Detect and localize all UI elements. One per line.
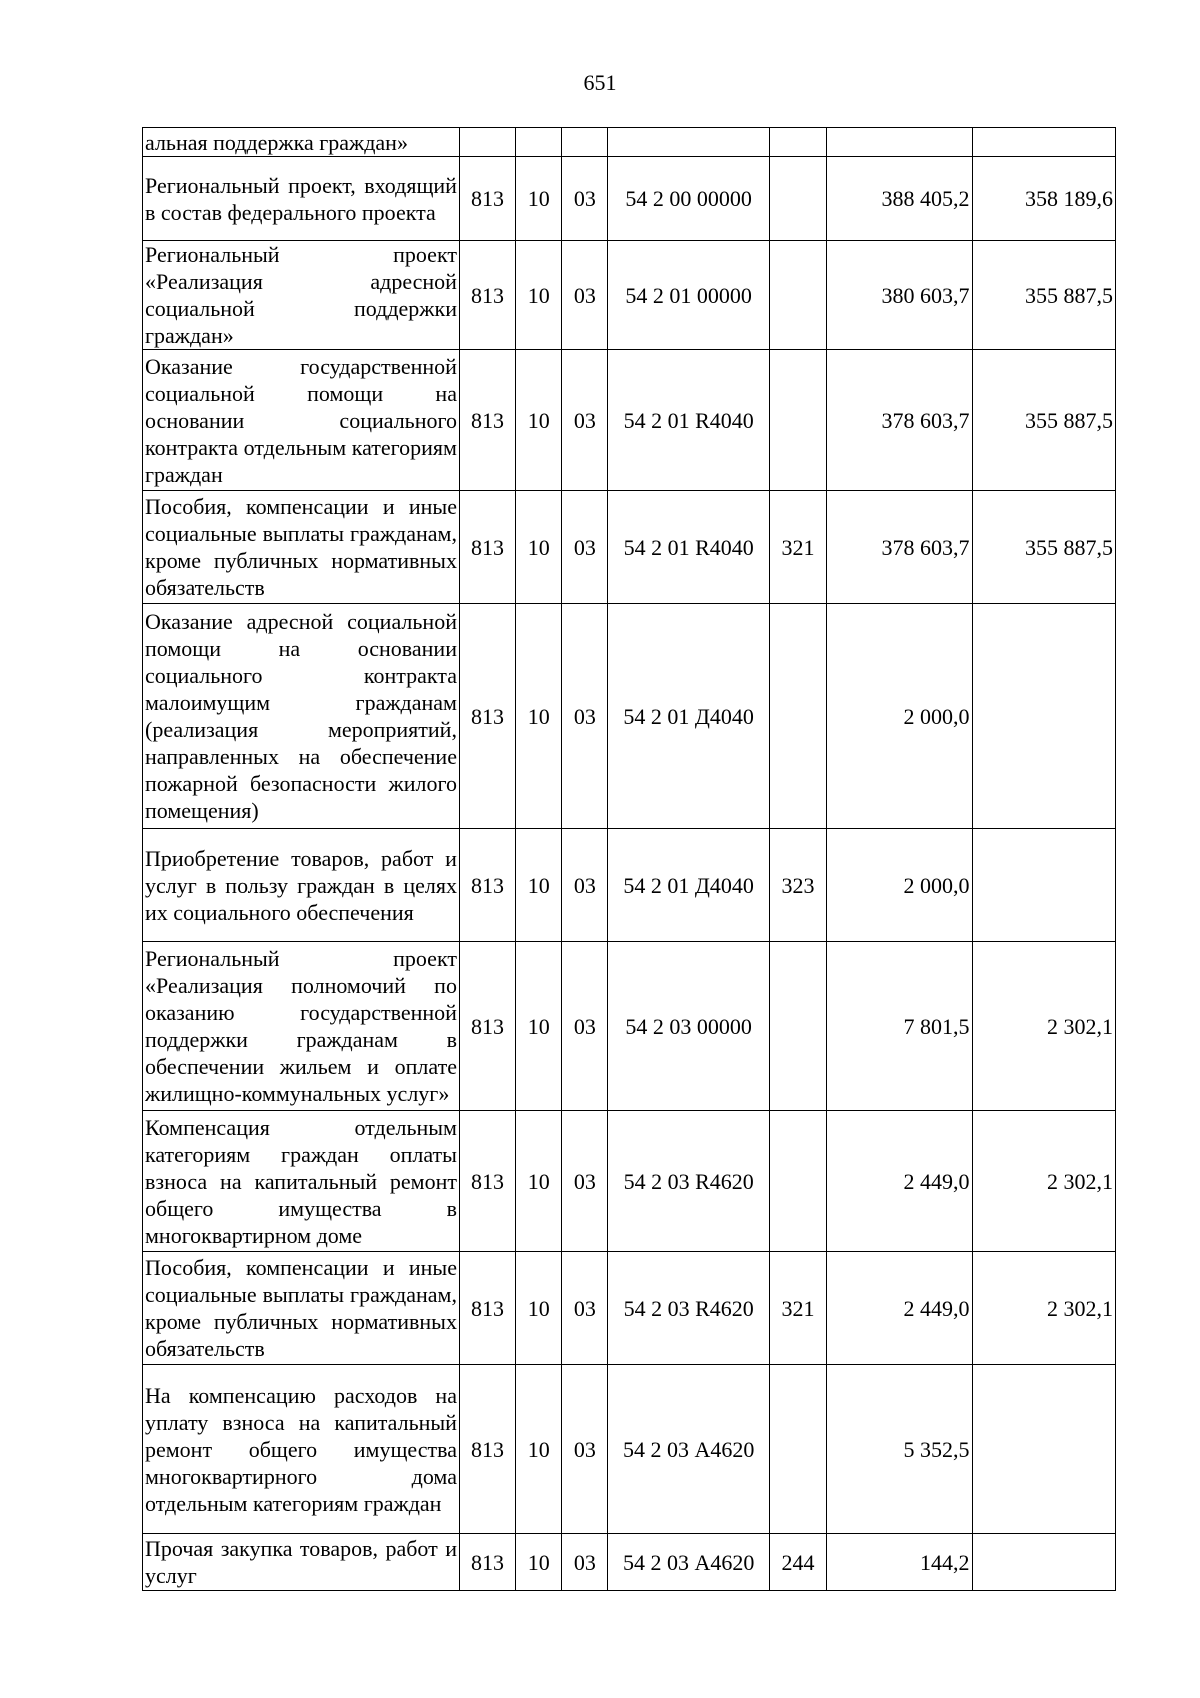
amount-year-2: 355 887,5 <box>972 350 1115 491</box>
row-name: Компенсация отдельным категориям граждан оплаты взноса на капитальный ремонт общего имущества в многоквартирном доме <box>143 1111 460 1252</box>
target-article-code: 54 2 01 R4040 <box>608 350 769 491</box>
row-name: Оказание адресной социальной помощи на основании социального контракта малоимущим гражданам (реализация мероприятий, направленных на обеспечение пожарной безопасности жилого помещения) <box>143 604 460 829</box>
subsection-code: 03 <box>562 350 608 491</box>
amount-year-1: 380 603,7 <box>827 241 972 350</box>
subsection-code: 03 <box>562 1111 608 1252</box>
target-article-code: 54 2 01 Д4040 <box>608 604 769 829</box>
amount-year-2 <box>972 829 1115 942</box>
subsection-code: 03 <box>562 157 608 241</box>
section-code: 10 <box>516 491 562 604</box>
expense-type-code <box>769 128 826 157</box>
table-row <box>143 1534 1116 1591</box>
target-article-code: 54 2 01 R4040 <box>608 491 769 604</box>
section-code: 10 <box>516 1534 562 1591</box>
table-row <box>143 1365 1116 1534</box>
row-name: Региональный проект «Реализация адресной социальной поддержки граждан» <box>143 241 460 350</box>
section-code: 10 <box>516 157 562 241</box>
grbs-code: 813 <box>459 157 515 241</box>
amount-year-1: 378 603,7 <box>827 350 972 491</box>
table-row <box>143 350 1116 491</box>
grbs-code: 813 <box>459 1365 515 1534</box>
amount-year-2: 2 302,1 <box>972 942 1115 1111</box>
amount-year-2 <box>972 604 1115 829</box>
section-code: 10 <box>516 1365 562 1534</box>
target-article-code <box>608 128 769 157</box>
expense-type-code <box>769 157 826 241</box>
subsection-code: 03 <box>562 1252 608 1365</box>
budget-table <box>142 127 1116 1591</box>
section-code: 10 <box>516 241 562 350</box>
expense-type-code <box>769 1111 826 1252</box>
subsection-code: 03 <box>562 241 608 350</box>
amount-year-2 <box>972 1365 1115 1534</box>
expense-type-code <box>769 241 826 350</box>
subsection-code: 03 <box>562 942 608 1111</box>
grbs-code: 813 <box>459 241 515 350</box>
row-name: Региональный проект, входящий в состав федерального проекта <box>143 157 460 241</box>
expense-type-code <box>769 1365 826 1534</box>
amount-year-1: 2 000,0 <box>827 604 972 829</box>
section-code: 10 <box>516 604 562 829</box>
grbs-code: 813 <box>459 350 515 491</box>
table-row <box>143 604 1116 829</box>
expense-type-code <box>769 350 826 491</box>
table-row <box>143 1111 1116 1252</box>
amount-year-2 <box>972 128 1115 157</box>
grbs-code: 813 <box>459 604 515 829</box>
subsection-code: 03 <box>562 1365 608 1534</box>
row-name: Пособия, компенсации и иные социальные выплаты гражданам, кроме публичных нормативных обязательств <box>143 491 460 604</box>
amount-year-1 <box>827 128 972 157</box>
table-row <box>143 157 1116 241</box>
subsection-code: 03 <box>562 604 608 829</box>
table-row <box>143 491 1116 604</box>
amount-year-2: 2 302,1 <box>972 1252 1115 1365</box>
target-article-code: 54 2 03 R4620 <box>608 1111 769 1252</box>
amount-year-1: 7 801,5 <box>827 942 972 1111</box>
amount-year-2: 358 189,6 <box>972 157 1115 241</box>
grbs-code <box>459 128 515 157</box>
amount-year-2 <box>972 1534 1115 1591</box>
target-article-code: 54 2 03 00000 <box>608 942 769 1111</box>
amount-year-2: 355 887,5 <box>972 491 1115 604</box>
subsection-code: 03 <box>562 491 608 604</box>
target-article-code: 54 2 01 Д4040 <box>608 829 769 942</box>
target-article-code: 54 2 03 R4620 <box>608 1252 769 1365</box>
table-row <box>143 942 1116 1111</box>
amount-year-1: 378 603,7 <box>827 491 972 604</box>
subsection-code <box>562 128 608 157</box>
row-name: На компенсацию расходов на уплату взноса на капитальный ремонт общего имущества многоквартирного дома отдельным категориям граждан <box>143 1365 460 1534</box>
grbs-code: 813 <box>459 942 515 1111</box>
expense-type-code: 323 <box>769 829 826 942</box>
amount-year-1: 2 449,0 <box>827 1252 972 1365</box>
row-name: Приобретение товаров, работ и услуг в пользу граждан в целях их социального обеспечения <box>143 829 460 942</box>
section-code: 10 <box>516 1111 562 1252</box>
subsection-code: 03 <box>562 829 608 942</box>
row-name: Региональный проект «Реализация полномочий по оказанию государственной поддержки гражданам в обеспечении жильем и оплате жилищно-коммунальных услуг» <box>143 942 460 1111</box>
expense-type-code: 321 <box>769 1252 826 1365</box>
amount-year-2: 2 302,1 <box>972 1111 1115 1252</box>
grbs-code: 813 <box>459 1534 515 1591</box>
grbs-code: 813 <box>459 829 515 942</box>
section-code: 10 <box>516 350 562 491</box>
grbs-code: 813 <box>459 1111 515 1252</box>
page-number: 651 <box>583 70 617 95</box>
amount-year-1: 2 449,0 <box>827 1111 972 1252</box>
section-code: 10 <box>516 942 562 1111</box>
target-article-code: 54 2 03 А4620 <box>608 1534 769 1591</box>
amount-year-2: 355 887,5 <box>972 241 1115 350</box>
target-article-code: 54 2 03 А4620 <box>608 1365 769 1534</box>
amount-year-1: 144,2 <box>827 1534 972 1591</box>
expense-type-code: 244 <box>769 1534 826 1591</box>
row-name: Оказание государственной социальной помощи на основании социального контракта отдельным категориям граждан <box>143 350 460 491</box>
section-code: 10 <box>516 1252 562 1365</box>
subsection-code: 03 <box>562 1534 608 1591</box>
table-row <box>143 829 1116 942</box>
target-article-code: 54 2 00 00000 <box>608 157 769 241</box>
table-row <box>143 241 1116 350</box>
section-code <box>516 128 562 157</box>
expense-type-code: 321 <box>769 491 826 604</box>
section-code: 10 <box>516 829 562 942</box>
amount-year-1: 388 405,2 <box>827 157 972 241</box>
grbs-code: 813 <box>459 491 515 604</box>
row-name: Пособия, компенсации и иные социальные выплаты гражданам, кроме публичных нормативных обязательств <box>143 1252 460 1365</box>
expense-type-code <box>769 942 826 1111</box>
amount-year-1: 2 000,0 <box>827 829 972 942</box>
table-row <box>143 128 1116 157</box>
row-name: альная поддержка граждан» <box>143 128 460 157</box>
expense-type-code <box>769 604 826 829</box>
grbs-code: 813 <box>459 1252 515 1365</box>
amount-year-1: 5 352,5 <box>827 1365 972 1534</box>
table-row <box>143 1252 1116 1365</box>
target-article-code: 54 2 01 00000 <box>608 241 769 350</box>
row-name: Прочая закупка товаров, работ и услуг <box>143 1534 460 1591</box>
